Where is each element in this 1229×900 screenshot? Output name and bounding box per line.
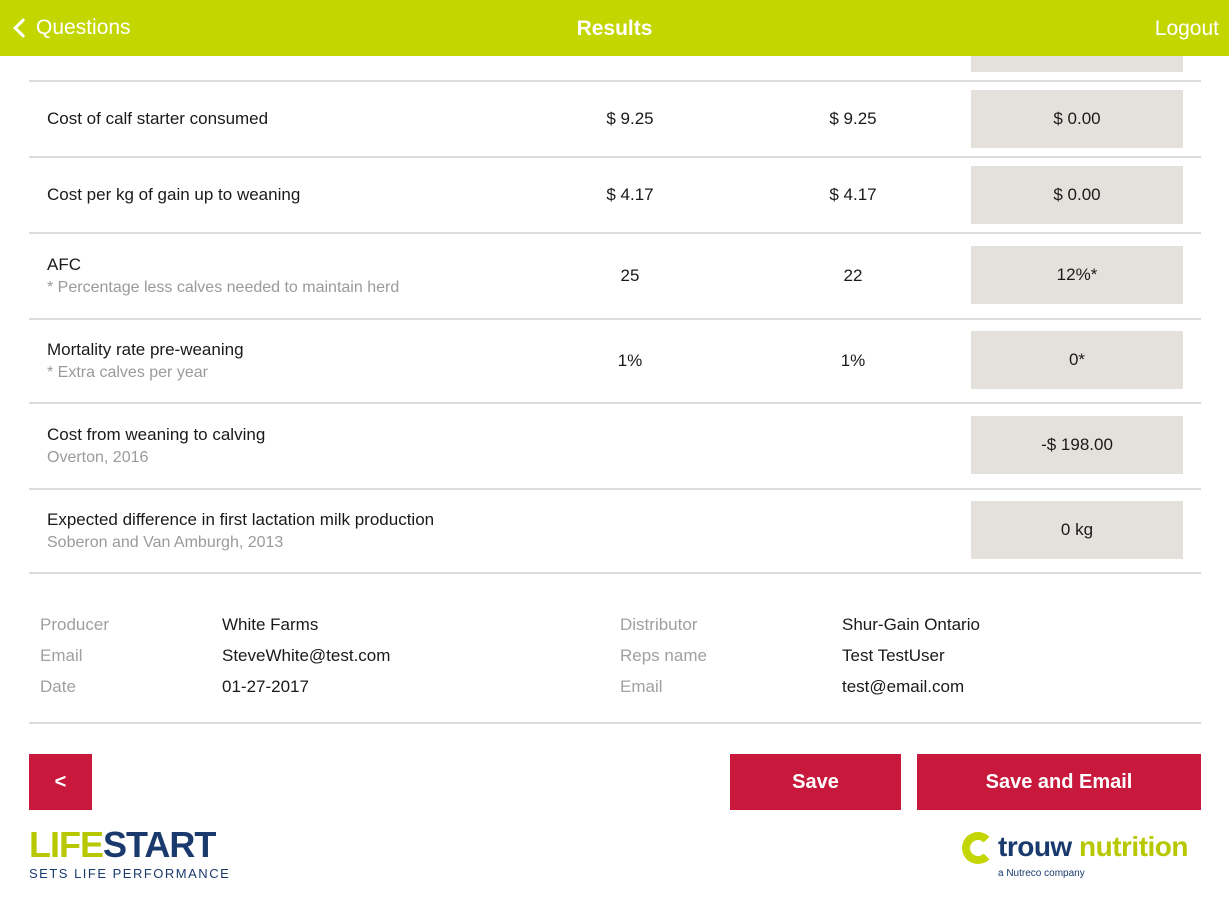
email-label: Email [40,646,83,665]
result-row-calf-starter-cost [29,82,1201,156]
page-title: Results [576,17,653,40]
distributor-value: Shur-Gain Ontario [842,615,980,634]
value-target: 1% [840,351,866,370]
row-sublabel: * Percentage less calves needed to maintain herd [47,279,400,296]
lifestart-logo-life: LIFE [29,824,103,865]
trouw-logo-word-1: trouw [998,831,1072,862]
reps-name-value: Test TestUser [842,646,945,665]
summary-info [40,612,1200,702]
lifestart-logo-start: START [103,824,216,865]
result-box: 12%* [971,246,1183,304]
result-box: $ 0.00 [971,90,1183,148]
result-row-afc [29,234,1201,318]
divider [29,722,1201,724]
result-box: 0* [971,331,1183,389]
result-row-weaning-to-calving-cost [29,404,1201,488]
value-current: 1% [617,351,643,370]
lifestart-tagline: SETS LIFE PERFORMANCE [29,866,231,881]
previous-button[interactable]: < [29,754,92,810]
value-current: 25 [620,266,640,285]
top-nav-bar [0,0,1229,56]
value-target: $ 9.25 [829,109,877,128]
result-box: -$ 198.00 [971,416,1183,474]
logout-link[interactable]: Logout [1154,17,1219,40]
result-row-cost-per-kg-gain [29,158,1201,232]
row-sublabel: Soberon and Van Amburgh, 2013 [47,534,284,551]
trouw-logo-word-2: nutrition [1079,831,1189,862]
value-current: $ 4.17 [606,185,654,204]
row-label: Mortality rate pre-weaning [47,340,244,359]
result-box: $ 0.00 [971,166,1183,224]
result-row-milk-production-difference [29,490,1201,572]
trouw-logo-subtitle: a Nutreco company [998,868,1085,879]
producer-label: Producer [40,615,109,634]
divider [29,572,1201,574]
date-label: Date [40,677,76,696]
back-to-questions-link[interactable] [10,0,131,56]
rep-email-label: Email [620,677,663,696]
result-box: 0 kg [971,501,1183,559]
email-value: SteveWhite@test.com [222,646,391,665]
date-value: 01-27-2017 [222,677,309,696]
row-label: Cost per kg of gain up to weaning [47,185,301,204]
producer-value: White Farms [222,615,319,634]
lifestart-logo [29,826,230,881]
result-row-mortality-rate [29,320,1201,402]
value-current: $ 9.25 [606,109,654,128]
row-label: AFC [47,255,81,274]
row-label: Cost of calf starter consumed [47,109,269,128]
result-box-partial [971,56,1183,72]
rep-email-value: test@email.com [842,677,965,696]
row-sublabel: * Extra calves per year [47,364,208,381]
row-label: Expected difference in first lactation milk production [47,510,435,529]
back-link-label: Questions [36,16,131,39]
reps-name-label: Reps name [620,646,707,665]
row-sublabel: Overton, 2016 [47,449,149,466]
value-target: 22 [843,266,863,285]
value-target: $ 4.17 [829,185,877,204]
save-and-email-button[interactable]: Save and Email [917,754,1201,810]
save-button[interactable]: Save [730,754,901,810]
distributor-label: Distributor [620,615,698,634]
chevron-left-icon [13,18,33,38]
trouw-ring-icon [962,832,994,864]
row-label: Cost from weaning to calving [47,425,266,444]
